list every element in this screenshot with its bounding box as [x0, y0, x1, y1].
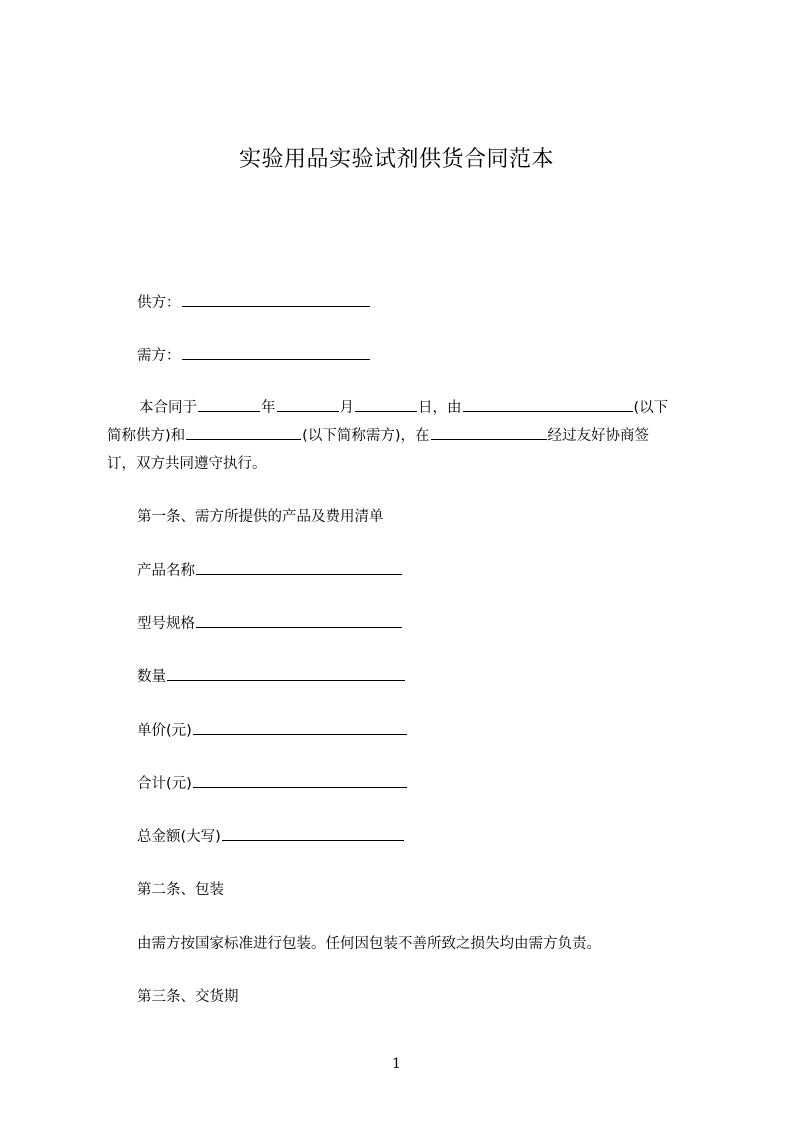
intro-text-6: 订，双方共同遵守执行。: [107, 456, 267, 472]
intro-text-1: 本合同于: [139, 400, 197, 416]
grand-total-line: [137, 825, 405, 846]
page-number: 1: [392, 1056, 401, 1072]
supplier-blank[interactable]: [182, 292, 370, 307]
intro-text-5: 经过友好协商签: [547, 428, 649, 444]
intro-paragraph: [107, 394, 707, 478]
location-blank[interactable]: [431, 425, 547, 440]
buyer-label: 需方：: [137, 348, 181, 364]
intro-text-2: (以下: [633, 400, 669, 416]
product-name-line: [137, 559, 403, 580]
buyer-blank[interactable]: [182, 345, 370, 360]
intro-text-4: (以下简称需方)，在: [302, 428, 430, 444]
unit-price-blank[interactable]: [193, 720, 407, 735]
total-label: 合计(元): [137, 776, 192, 792]
buyer-line: [137, 344, 371, 365]
supplier-line: [137, 291, 371, 312]
intro-text-3: 简称供方)和: [107, 428, 186, 444]
year-label: 年: [261, 400, 276, 416]
month-blank[interactable]: [277, 397, 339, 412]
article-3-heading: 第三条、交货期: [137, 989, 239, 1005]
day-label: 日，由: [418, 400, 462, 416]
document-title: 实验用品实验试剂供货合同范本: [238, 147, 554, 172]
grand-total-label: 总金额(大写): [137, 829, 221, 845]
product-name-blank[interactable]: [196, 560, 402, 575]
grand-total-blank[interactable]: [222, 826, 404, 841]
model-label: 型号规格: [137, 616, 195, 632]
unit-price-label: 单价(元): [137, 723, 192, 739]
supplier-name-blank[interactable]: [463, 397, 633, 412]
article-2-heading: 第二条、包装: [137, 882, 224, 898]
product-name-label: 产品名称: [137, 563, 195, 579]
packaging-text: 由需方按国家标准进行包装。任何因包装不善所致之损失均由需方负责。: [137, 936, 601, 952]
total-line: [137, 772, 408, 793]
year-blank[interactable]: [198, 397, 260, 412]
total-blank[interactable]: [193, 773, 407, 788]
model-line: [137, 612, 403, 633]
buyer-name-blank[interactable]: [186, 425, 301, 440]
day-blank[interactable]: [355, 397, 417, 412]
quantity-blank[interactable]: [167, 666, 405, 681]
month-label: 月: [339, 400, 354, 416]
quantity-line: [137, 665, 406, 686]
unit-price-line: [137, 719, 408, 740]
article-1-heading: 第一条、需方所提供的产品及费用清单: [137, 509, 384, 525]
quantity-label: 数量: [137, 669, 166, 685]
model-blank[interactable]: [196, 613, 402, 628]
supplier-label: 供方：: [137, 295, 181, 311]
